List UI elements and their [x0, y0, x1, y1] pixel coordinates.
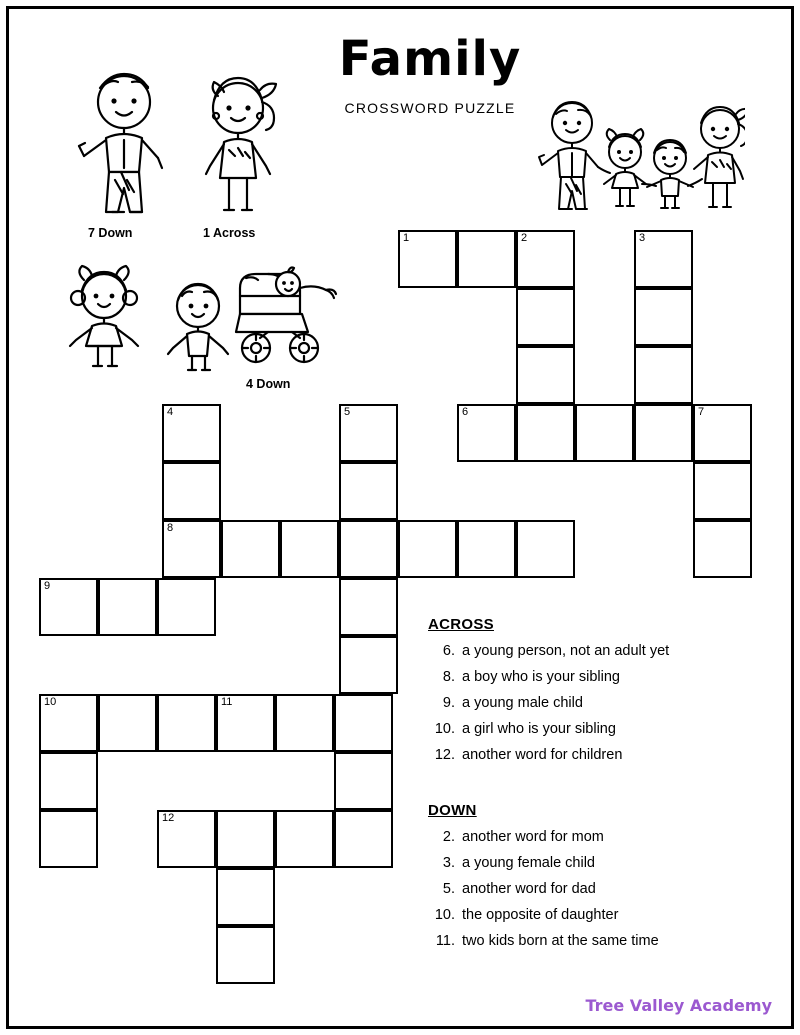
clue-item	[428, 690, 669, 716]
clue-text: another word for children	[462, 747, 623, 763]
clue-item	[428, 876, 659, 902]
clue-text: a young person, not an adult yet	[462, 643, 670, 659]
clue-number: 8.	[442, 669, 455, 685]
caption-1-across: 1 Across	[203, 226, 256, 240]
clue-text: a young male child	[462, 695, 583, 711]
crossword-cell[interactable]	[339, 520, 398, 578]
clue-number: 3.	[442, 855, 455, 871]
crossword-cell[interactable]	[693, 404, 752, 462]
crossword-cell[interactable]	[275, 694, 334, 752]
crossword-cell[interactable]	[634, 404, 693, 462]
clue-item	[428, 902, 659, 928]
cell-number: 9	[44, 580, 51, 592]
crossword-cell[interactable]	[98, 578, 157, 636]
crossword-cell[interactable]	[39, 810, 98, 868]
crossword-cell[interactable]	[516, 230, 575, 288]
cell-number: 2	[521, 232, 528, 244]
caption-4-down: 4 Down	[246, 377, 291, 391]
crossword-cell[interactable]	[339, 404, 398, 462]
crossword-cell[interactable]	[457, 404, 516, 462]
cell-number: 1	[403, 232, 410, 244]
crossword-cell[interactable]	[516, 288, 575, 346]
clue-item	[428, 824, 659, 850]
page-subtitle: CROSSWORD PUZZLE	[344, 100, 516, 116]
crossword-cell[interactable]	[216, 868, 275, 926]
crossword-cell[interactable]	[334, 810, 393, 868]
crossword-cell[interactable]	[339, 636, 398, 694]
across-heading: ACROSS	[428, 616, 494, 633]
cell-number: 10	[44, 696, 57, 708]
cell-number: 5	[344, 406, 351, 418]
crossword-cell[interactable]	[575, 404, 634, 462]
crossword-cell[interactable]	[157, 578, 216, 636]
cell-number: 4	[167, 406, 174, 418]
crossword-cell[interactable]	[162, 462, 221, 520]
crossword-cell[interactable]	[516, 520, 575, 578]
cell-number: 3	[639, 232, 646, 244]
crossword-cell[interactable]	[221, 520, 280, 578]
crossword-cell[interactable]	[39, 752, 98, 810]
crossword-cell[interactable]	[693, 520, 752, 578]
page-title: Family	[338, 31, 522, 87]
crossword-cell[interactable]	[398, 230, 457, 288]
down-heading: DOWN	[428, 802, 477, 819]
clue-item	[428, 928, 659, 954]
crossword-cell[interactable]	[162, 520, 221, 578]
crossword-cell[interactable]	[634, 230, 693, 288]
clue-item	[428, 638, 669, 664]
cell-number: 11	[221, 696, 233, 708]
cell-number: 7	[698, 406, 705, 418]
crossword-cell[interactable]	[98, 694, 157, 752]
crossword-cell[interactable]	[339, 462, 398, 520]
clue-number: 6.	[442, 643, 455, 659]
clue-text: another word for mom	[462, 829, 604, 845]
cell-number: 6	[462, 406, 469, 418]
crossword-cell[interactable]	[693, 462, 752, 520]
crossword-cell[interactable]	[280, 520, 339, 578]
clue-number: 10.	[434, 721, 455, 737]
crossword-cell[interactable]	[216, 810, 275, 868]
cell-number: 12	[162, 812, 175, 824]
crossword-cell[interactable]	[339, 578, 398, 636]
crossword-cell[interactable]	[457, 230, 516, 288]
crossword-cell[interactable]	[275, 810, 334, 868]
crossword-cell[interactable]	[39, 578, 98, 636]
crossword-cell[interactable]	[216, 926, 275, 984]
clue-text: two kids born at the same time	[462, 933, 659, 949]
clue-number: 2.	[442, 829, 455, 845]
crossword-cell[interactable]	[516, 404, 575, 462]
down-clues-block	[428, 802, 659, 954]
crossword-cell[interactable]	[157, 694, 216, 752]
crossword-cell[interactable]	[162, 404, 221, 462]
clue-item	[428, 716, 669, 742]
clue-text: a girl who is your sibling	[462, 721, 616, 737]
clue-number: 9.	[442, 695, 455, 711]
clue-text: another word for dad	[462, 881, 596, 897]
clue-item	[428, 742, 669, 768]
crossword-cell[interactable]	[334, 752, 393, 810]
crossword-cell[interactable]	[516, 346, 575, 404]
footer-branding: Tree Valley Academy	[585, 996, 772, 1015]
caption-7-down: 7 Down	[88, 226, 133, 240]
clue-text: a young female child	[462, 855, 595, 871]
crossword-cell[interactable]	[157, 810, 216, 868]
clue-number: 12.	[434, 747, 455, 763]
crossword-cell[interactable]	[457, 520, 516, 578]
clue-item	[428, 664, 669, 690]
crossword-cell[interactable]	[398, 520, 457, 578]
crossword-cell[interactable]	[334, 694, 393, 752]
crossword-cell[interactable]	[39, 694, 98, 752]
clue-number: 10.	[434, 907, 455, 923]
crossword-cell[interactable]	[634, 346, 693, 404]
clue-text: a boy who is your sibling	[462, 669, 620, 685]
crossword-cell[interactable]	[216, 694, 275, 752]
cell-number: 8	[167, 522, 174, 534]
crossword-cell[interactable]	[634, 288, 693, 346]
clue-number: 11.	[435, 933, 455, 949]
clue-text: the opposite of daughter	[462, 907, 619, 923]
across-clues-block	[428, 616, 669, 768]
clue-item	[428, 850, 659, 876]
clue-number: 5.	[442, 881, 455, 897]
